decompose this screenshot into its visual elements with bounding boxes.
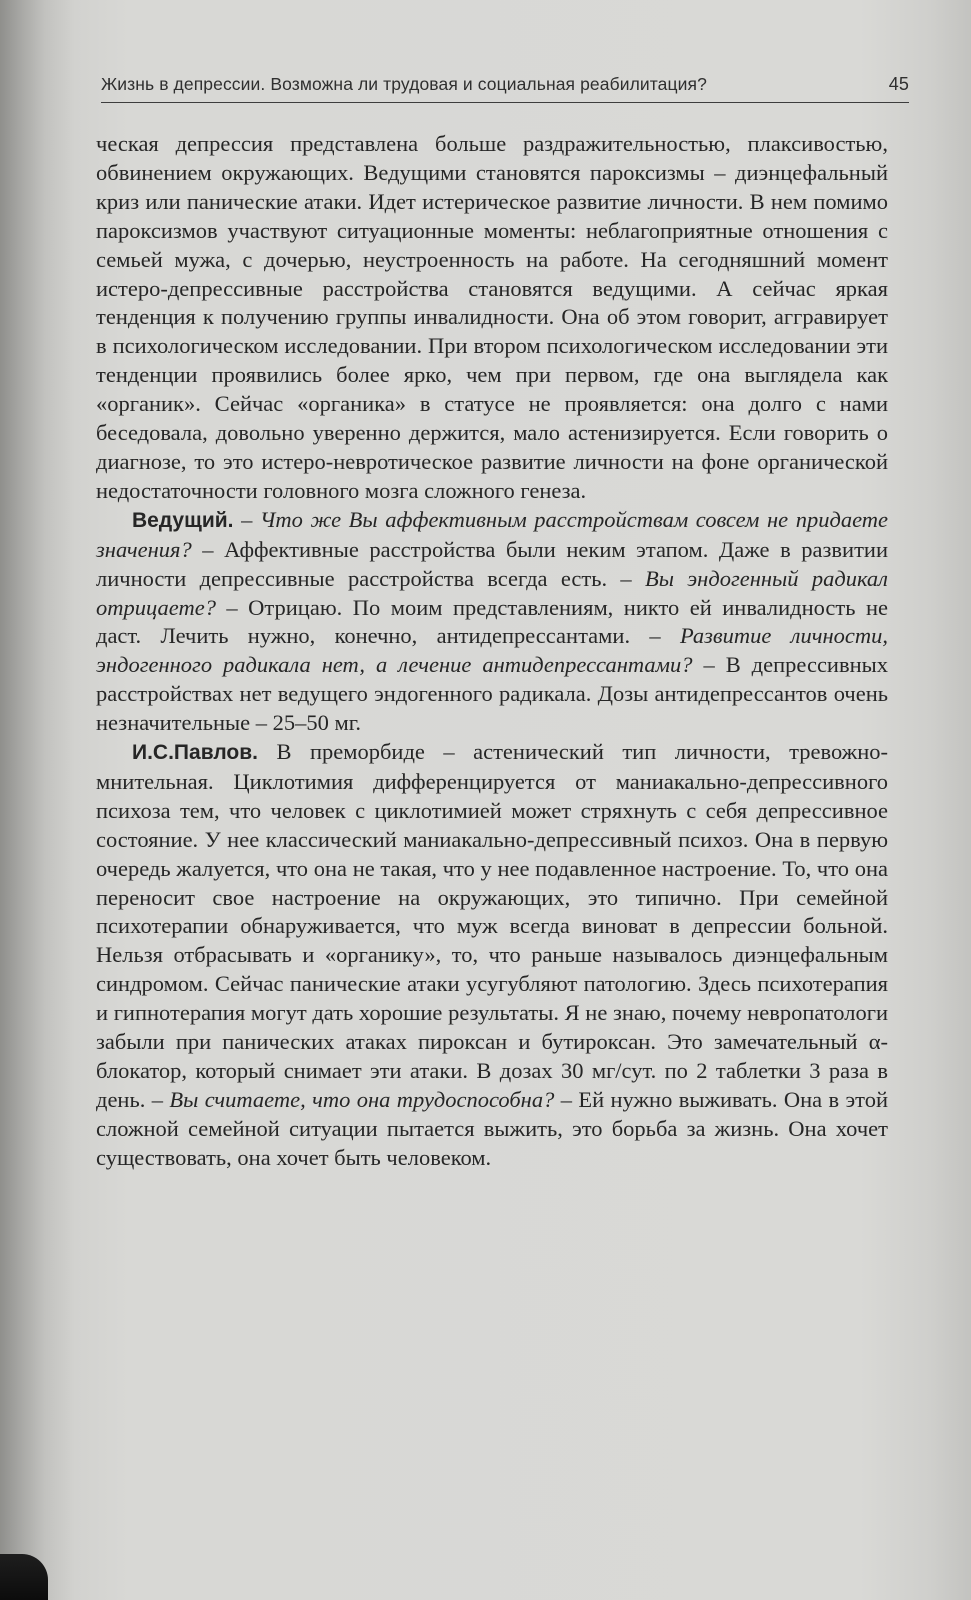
answer-text: Ей нужно выживать. Она в этой сложной семейной ситуации пытается выжить, это борьба за жизнь. Она хочет существовать, она хочет быть человеком. — [96, 1086, 888, 1170]
question-italic: – Вы эндогенный радикал отрицаете? – — [96, 565, 888, 620]
running-header — [101, 68, 909, 103]
speaker-name: Ведущий. — [132, 508, 234, 532]
body-text — [96, 130, 888, 1173]
chapter-title: Жизнь в депрессии. Возможна ли трудовая и социальная реабилитация? — [101, 74, 707, 94]
answer-text: Отрицаю. По моим представлениям, никто ей инвалидность не даст. Лечить нужно, конечно, антидепрессантами. — [96, 594, 889, 649]
question-italic: – Развитие личности, эндогенного радикала нет, а лечение антидепрессантами? – — [96, 623, 889, 678]
book-spine-shadow — [0, 1554, 48, 1600]
paragraph-text: – — [233, 506, 260, 532]
question-italic: – Вы считаете, что она трудоспособна? – — [151, 1086, 572, 1112]
page-number: 45 — [888, 74, 909, 94]
paragraph-text: ческая депрессия представлена больше раздражительностью, плаксивостью, обвинением окружающих. Ведущими становятся пароксизмы – диэнцефальный криз или панические атаки. Идет истерическое развитие личности. В нем помимо пароксизмов участвуют ситуационные моменты: неблагоприятные отношения с семьей мужа, с дочерью, неустроенность на работе. На сегодняшний момент истеро-депрессивные расстройства становятся ведущими. А сейчас яркая тенденция к получению группы инвалидности. Она об этом говорит, аггравирует в психологическом исследовании. При втором психологическом исследовании эти тенденции проявились более ярко, чем при первом, где она выглядела как «органик». Сейчас «органика» в статусе не проявляется: она долго с нами беседовала, довольно уверенно держится, мало астенизируется. Если говорить о диагнозе, то это истеро-невротическое развитие личности на фоне органической недостаточности головного мозга сложного генеза. — [96, 131, 888, 503]
paragraph-pavlov — [96, 738, 888, 1173]
paragraph-moderator — [96, 506, 888, 738]
speaker-name: И.С.Павлов. — [132, 741, 258, 765]
answer-text: В депрессивных расстройствах нет ведущего эндогенного радикала. Дозы антидепрессантов очень незначительные – 25–50 мг. — [96, 652, 888, 736]
paragraph-continuation — [96, 130, 888, 506]
question-italic: Что же Вы аффективным расстройствам совсем не придаете значения? – — [96, 506, 889, 562]
paragraph-text: В преморбиде – астенический тип личности, тревожно-мнительная. Циклотимия дифференцируется от маниакально-депрессивного психоза тем, что человек с циклотимией может стряхнуть с себя депрессивное состояние. У нее классический маниакально-депрессивный психоз. Она в первую очередь жалуется, что она не такая, что у нее подавленное настроение. То, что она переносит свое настроение на окружающих, это типично. При семейной психотерапии обнаруживается, что муж всегда виноват в депрессии больной. Нельзя отбрасывать и «органику», то, что раньше называлось диэнцефальным синдромом. Сейчас панические атаки усугубляют патологию. Здесь психотерапия и гипнотерапия могут дать хорошие результаты. Я не знаю, почему невропатологи забыли при панических атаках пироксан и бутироксан. Это замечательный α-блокатор, который снимает эти атаки. В дозах 30 мг/сут. по 2 таблетки 3 раза в день. — [96, 739, 888, 1112]
answer-text: Аффективные расстройства были неким этапом. Даже в развитии личности депрессивные расстройства всегда есть. — [96, 536, 888, 591]
